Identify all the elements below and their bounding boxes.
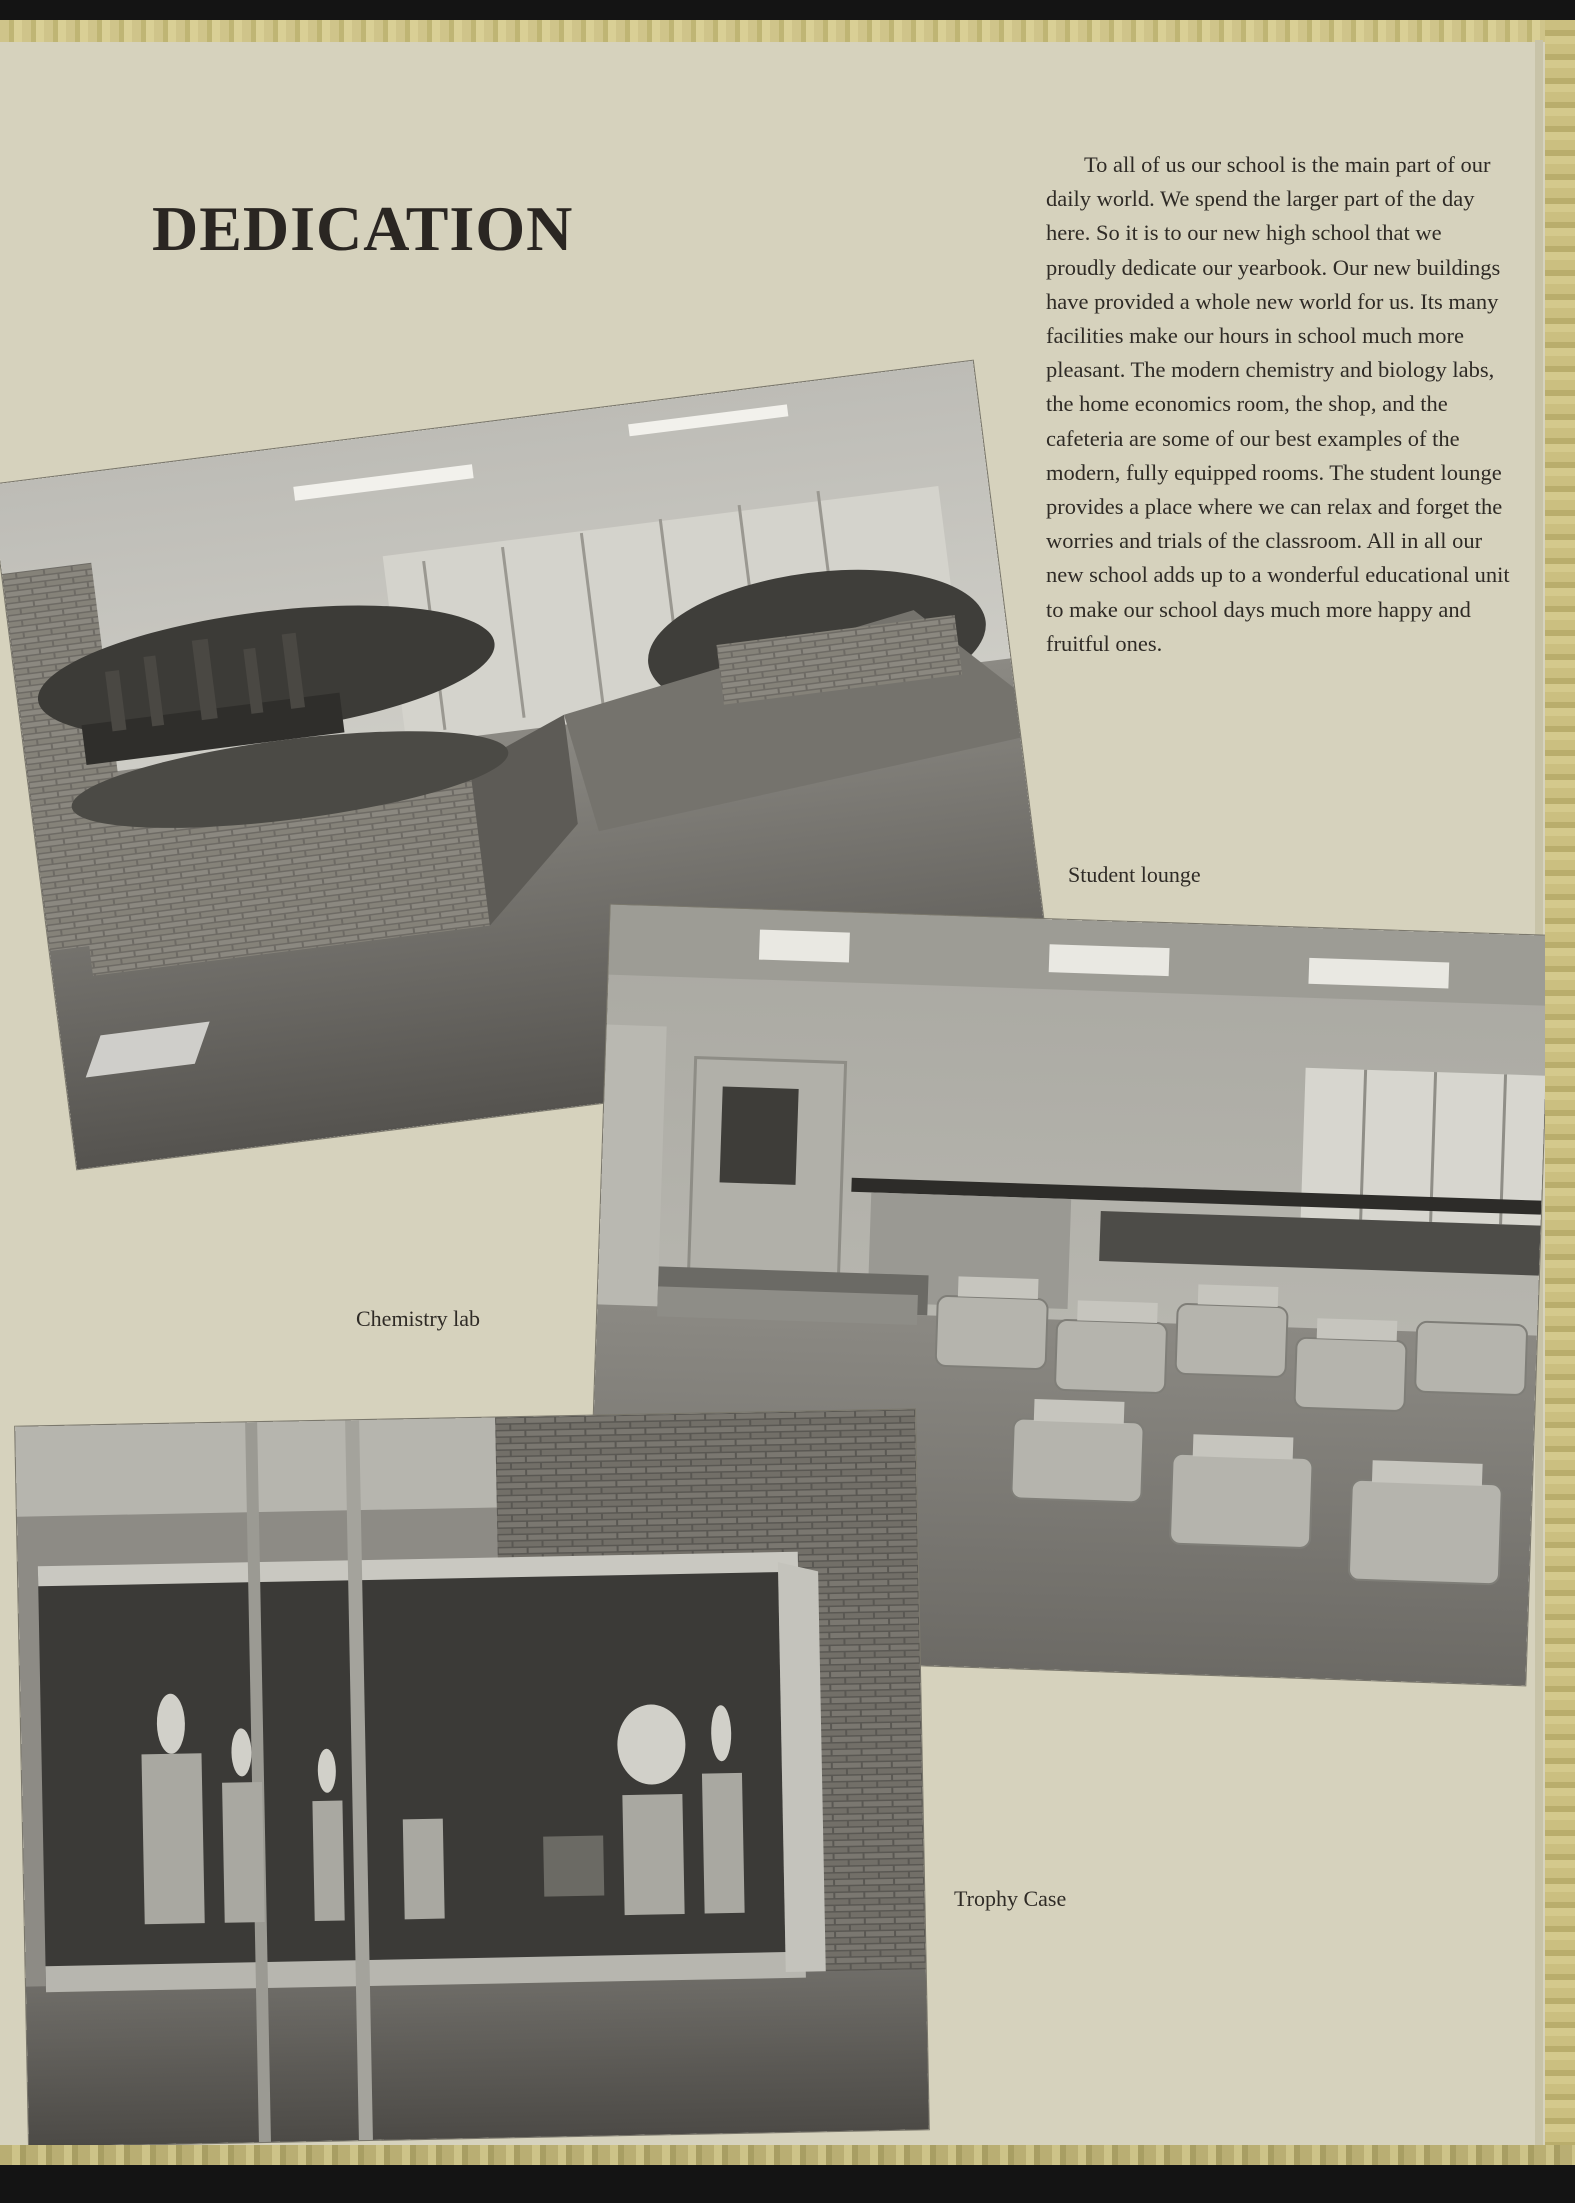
trophy-case-caption: Trophy Case	[954, 1886, 1067, 1911]
trophy-case-photo	[15, 1409, 929, 2146]
page-edge-right	[1545, 20, 1575, 2170]
dedication-text: To all of us our school is the main part of our daily world. We spend the larger part of the day here. So it is to our new high school that we proudly dedicate our yearbook. Our new buildings have provided a whole new world for us. Its many facilities make our hours in school much more pleasant. The modern chemistry and biology labs, the home economics room, the shop, and the cafeteria are some of our best examples of the modern, fully equipped rooms. The student lounge provides a place where we can relax and forget the worries and trials of the classroom. All in all our new school adds up to a wonderful educational unit to make our school days much more happy and fruitful ones.	[1046, 152, 1510, 656]
scan-border-bottom	[0, 2165, 1575, 2203]
page-edge-bottom	[0, 2145, 1575, 2165]
page-title: DEDICATION	[152, 193, 574, 264]
page-edge-top	[0, 20, 1575, 42]
student-lounge-caption: Student lounge	[1068, 862, 1201, 887]
chemistry-lab-caption: Chemistry lab	[356, 1306, 481, 1331]
scan-border-top	[0, 0, 1575, 20]
